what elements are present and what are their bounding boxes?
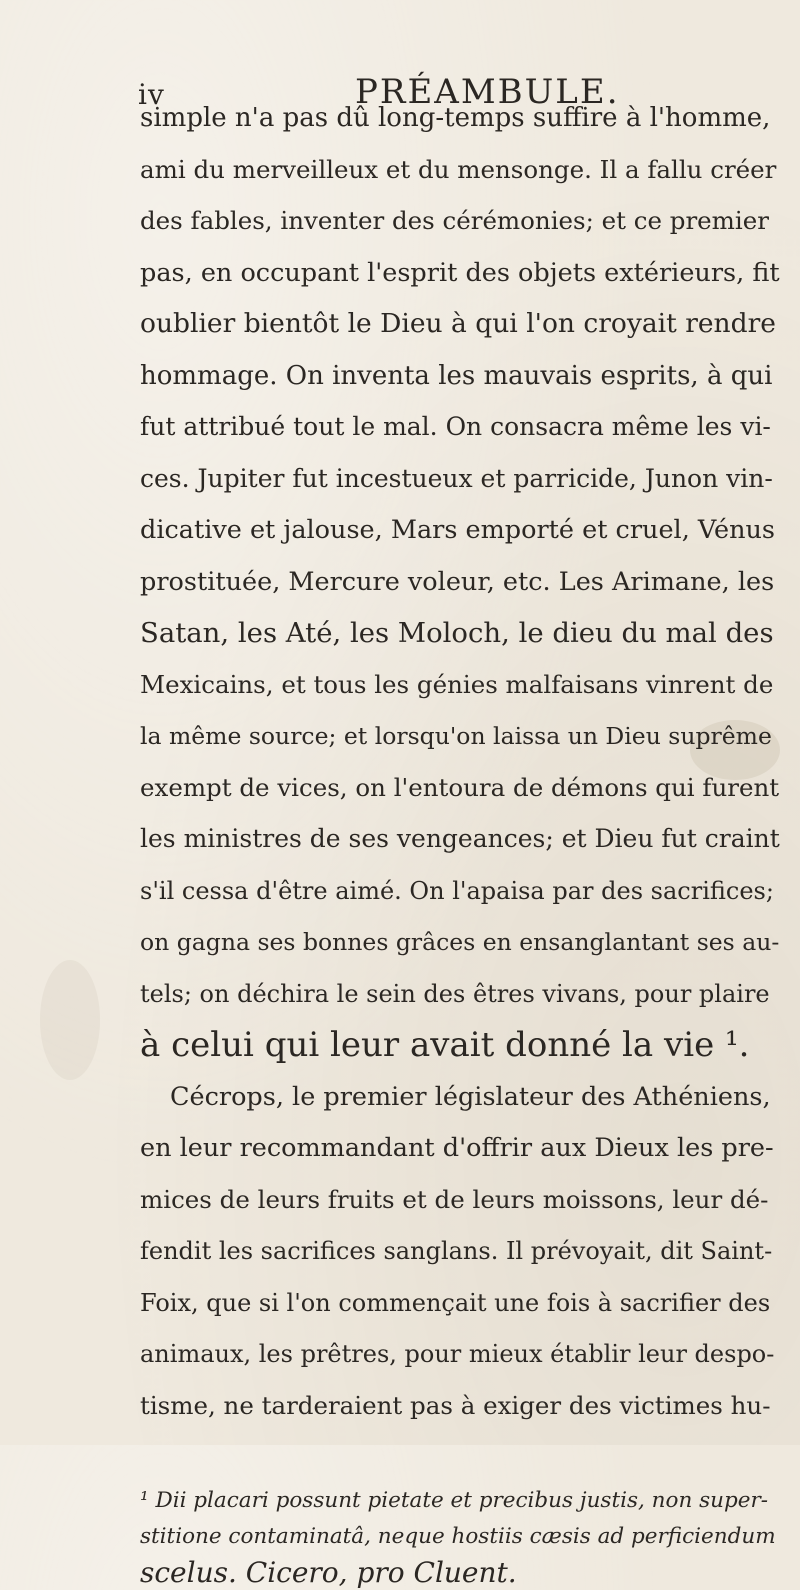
text-line: ami du merveilleux et du mensonge. Il a fallu créer	[140, 154, 777, 184]
text-line: pas, en occupant l'esprit des objets extérieurs, fit	[140, 257, 780, 288]
text-line: dicative et jalouse, Mars emporté et cruel, Vénus	[140, 515, 776, 545]
text-line: en leur recommandant d'offrir aux Dieux les pre-	[140, 1133, 774, 1163]
paper-stain	[40, 960, 100, 1080]
page-number: iv	[138, 78, 165, 111]
text-line: mices de leurs fruits et de leurs moissons, leur dé-	[140, 1184, 769, 1214]
text-line: Mexicains, et tous les génies malfaisans vinrent de	[140, 669, 774, 699]
text-line: fendit les sacrifices sanglans. Il prévoyait, dit Saint-	[140, 1237, 773, 1265]
footnote-line: scelus. Cicero, pro Cluent.	[140, 1555, 517, 1589]
text-line: s'il cessa d'être aimé. On l'apaisa par des sacrifices;	[140, 876, 774, 905]
running-title: PRÉAMBULE.	[355, 72, 620, 112]
text-line: la même source; et lorsqu'on laissa un Dieu suprême	[140, 722, 772, 750]
footnote-line: ¹ Dii placari possunt pietate et precibus justis, non super-	[140, 1487, 769, 1513]
text-line: animaux, les prêtres, pour mieux établir leur despo-	[140, 1340, 775, 1368]
text-line: Satan, les Até, les Moloch, le dieu du mal des	[140, 617, 774, 649]
text-line: des fables, inventer des cérémonies; et ce premier	[140, 206, 769, 235]
text-line: tels; on déchira le sein des êtres vivans, pour plaire	[140, 979, 770, 1008]
text-line: à celui qui leur avait donné la vie ¹.	[140, 1025, 750, 1065]
text-line: prostituée, Mercure voleur, etc. Les Arimane, les	[140, 566, 775, 597]
text-line: simple n'a pas dû long-temps suffire à l'homme,	[140, 103, 771, 133]
text-line: ces. Jupiter fut incestueux et parricide, Junon vin-	[140, 463, 773, 493]
text-line: hommage. On inventa les mauvais esprits, à qui	[140, 360, 773, 391]
footnote-line: stitione contaminatâ, neque hostiis cæsis ad perficiendum	[140, 1523, 776, 1549]
text-line: fut attribué tout le mal. On consacra même les vi-	[140, 412, 771, 441]
text-line: les ministres de ses vengeances; et Dieu fut craint	[140, 824, 780, 853]
text-line: Foix, que si l'on commençait une fois à sacrifier des	[140, 1288, 771, 1317]
text-line: tisme, ne tarderaient pas à exiger des victimes hu-	[140, 1390, 771, 1420]
text-line: on gagna ses bonnes grâces en ensanglantant ses au-	[140, 928, 780, 956]
text-line: exempt de vices, on l'entoura de démons qui furent	[140, 772, 780, 802]
text-line: oublier bientôt le Dieu à qui l'on croyait rendre	[140, 308, 776, 339]
text-line: Cécrops, le premier législateur des Athéniens,	[170, 1081, 771, 1112]
